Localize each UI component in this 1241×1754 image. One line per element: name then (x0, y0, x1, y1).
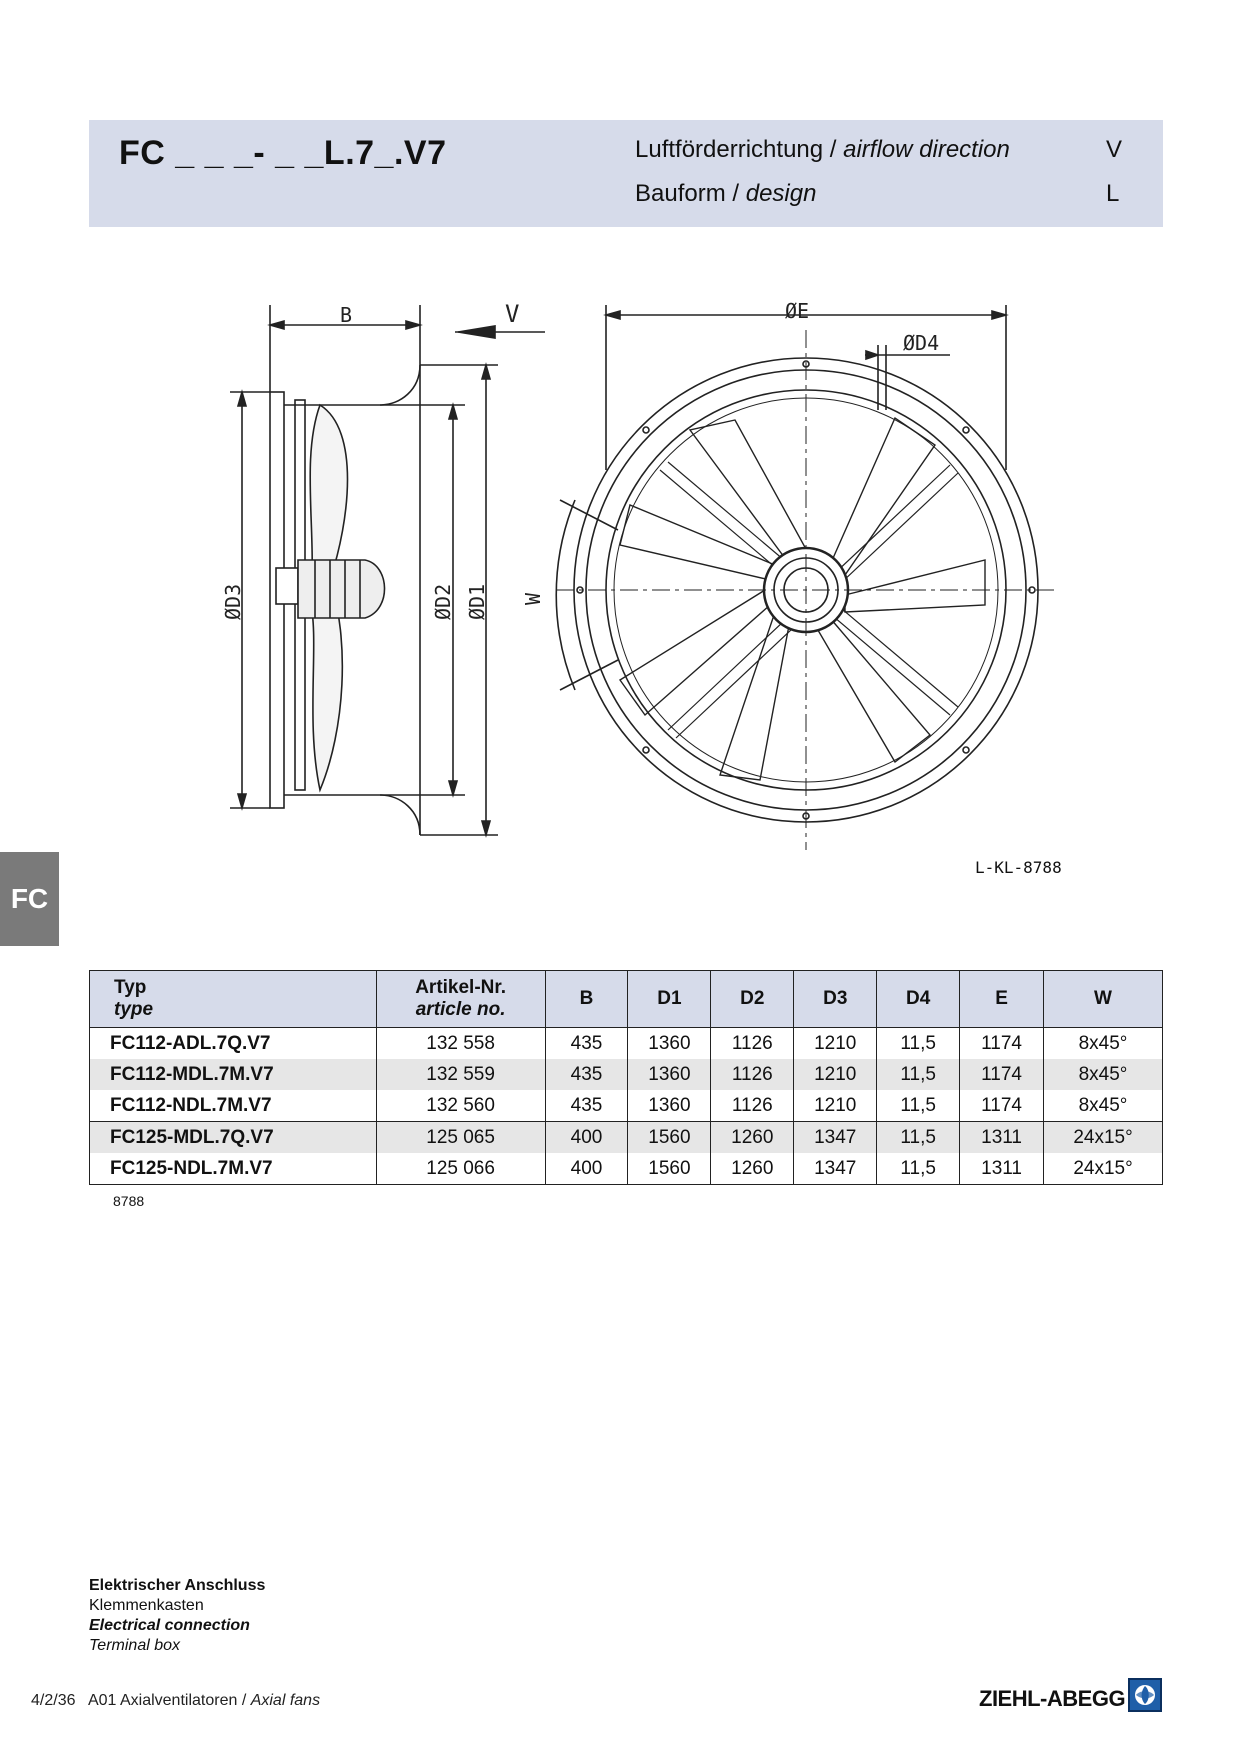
specification-table (89, 970, 1163, 1185)
side-view (221, 300, 545, 835)
page-number: 4/2/36 (31, 1692, 76, 1709)
header-D1: D1 (628, 971, 711, 1028)
header-E: E (960, 971, 1044, 1028)
table-row: FC112-MDL.7M.V7 132 559 435 1360 1126 1210 11,5 1174 8x45° (90, 1059, 1163, 1090)
section-title: A01 Axialventilatoren / (87, 1692, 251, 1709)
table-row: FC112-NDL.7M.V7 132 560 435 1360 1126 1210 11,5 1174 8x45° (90, 1090, 1163, 1122)
electrical-title-en: Electrical connection (89, 1617, 250, 1634)
dim-label-D4: ØD4 (903, 331, 940, 355)
dim-label-D3: ØD3 (221, 583, 245, 620)
section-tab: FC (0, 852, 59, 946)
table-row: FC125-NDL.7M.V7 125 066 400 1560 1260 1347 11,5 1311 24x15° (90, 1153, 1163, 1185)
brand-logo-icon (1128, 1678, 1162, 1712)
header-D2: D2 (711, 971, 794, 1028)
front-view (521, 299, 1056, 850)
brand-name: ZIEHL-ABEGG (979, 1686, 1126, 1711)
airflow-direction-value: V (1106, 136, 1123, 163)
dim-label-W: W (521, 592, 545, 605)
electrical-sub-de: Klemmenkasten (89, 1597, 204, 1614)
header-type: Typ type (90, 971, 377, 1028)
design-value: L (1106, 180, 1120, 207)
dim-label-E: ØE (785, 299, 810, 323)
page-footer (31, 1692, 320, 1710)
model-code: FC _ _ _- _ _L.7_.V7 (119, 134, 447, 172)
dim-label-D2: ØD2 (431, 583, 455, 620)
electrical-connection (89, 1576, 265, 1656)
header-D4: D4 (877, 971, 960, 1028)
table-header-row (90, 971, 1163, 1028)
electrical-sub-en: Terminal box (89, 1637, 181, 1654)
dim-label-D1: ØD1 (465, 583, 489, 620)
dim-label-B: B (340, 303, 353, 327)
table-row: FC112-ADL.7Q.V7 132 558 435 1360 1126 1210 11,5 1174 8x45° (90, 1028, 1163, 1060)
header-W: W (1044, 971, 1163, 1028)
header-article: Artikel-Nr. article no. (376, 971, 545, 1028)
table-row: FC125-MDL.7Q.V7 125 065 400 1560 1260 1347 11,5 1311 24x15° (90, 1122, 1163, 1154)
drawing-reference: L-KL-8788 (975, 858, 1062, 877)
airflow-label-V: V (505, 300, 520, 328)
header-D3: D3 (794, 971, 877, 1028)
section-title-en: Axial fans (250, 1692, 321, 1709)
electrical-title-de: Elektrischer Anschluss (89, 1577, 266, 1594)
design-label: Bauform / design (635, 180, 817, 207)
airflow-direction-label: Luftförderrichtung / airflow direction (635, 136, 1010, 163)
header-B: B (545, 971, 628, 1028)
table-note: 8788 (113, 1193, 145, 1209)
